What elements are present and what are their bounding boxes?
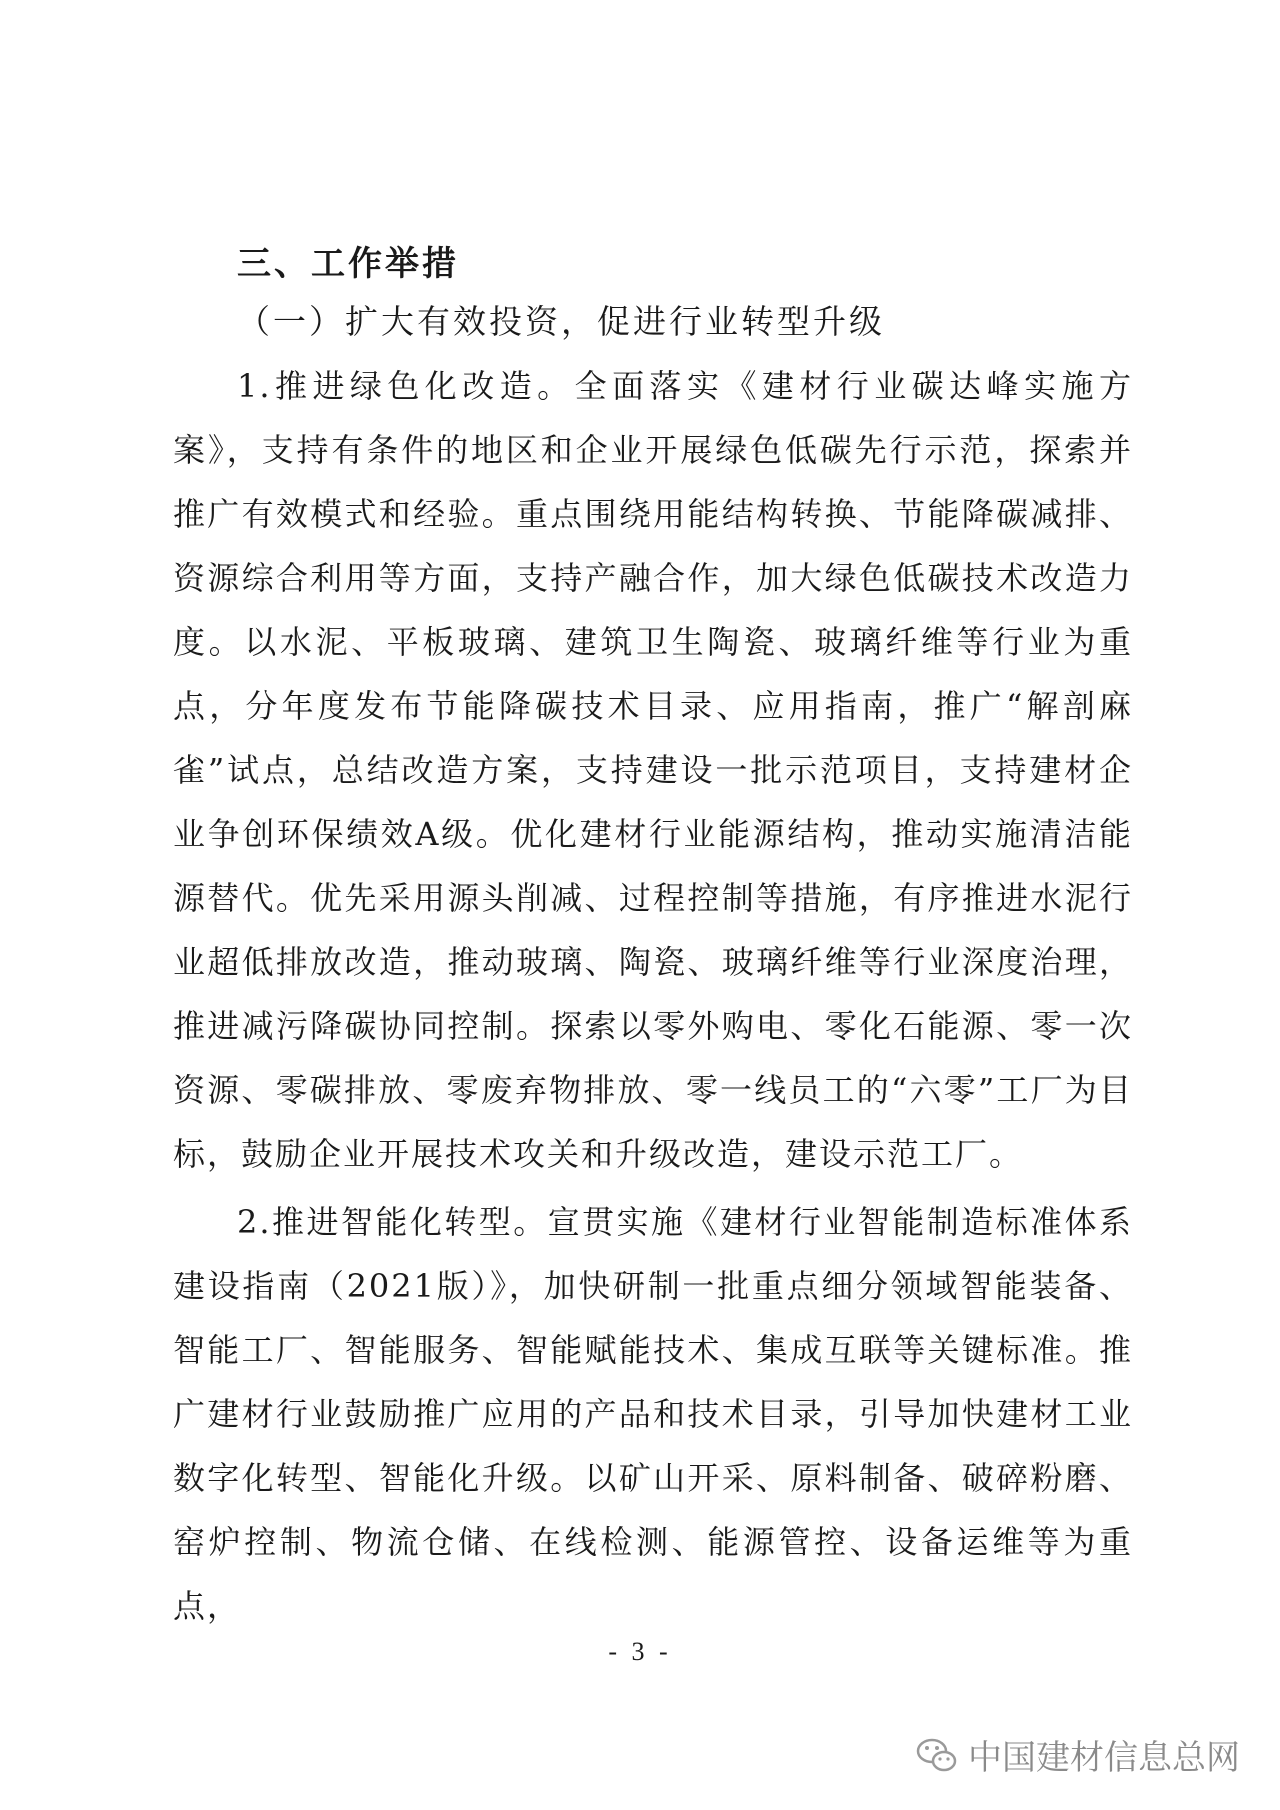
page-number: - 3 - bbox=[608, 1637, 672, 1666]
subsection-heading: （一）扩大有效投资，促进行业转型升级 bbox=[237, 302, 885, 341]
wechat-icon bbox=[916, 1737, 958, 1773]
section-heading: 三、工作举措 bbox=[237, 244, 459, 284]
watermark-text: 中国建材信息总网 bbox=[968, 1738, 1240, 1778]
paragraph-green-transformation: 1.推进绿色化改造。全面落实《建材行业碳达峰实施方案》，支持有条件的地区和企业开展绿色低碳先行示范，探索并推广有效模式和经验。重点围绕用能结构转换、节能降碳减排、资源综合利用等方面，支持产融合作，加大绿色低碳技术改造力度。以水泥、平板玻璃、建筑卫生陶瓷、玻璃纤维等行业为重点，分年度发布节能降碳技术目录、应用指南，推广“解剖麻雀”试点，总结改造方案，支持建设一批示范项目，支持建材企业争创环保绩效A级。优化建材行业能源结构，推动实施清洁能源替代。优先采用源头削减、过程控制等措施，有序推进水泥行业超低排放改造，推动玻璃、陶瓷、玻璃纤维等行业深度治理，推进减污降碳协同控制。探索以零外购电、零化石能源、零一次资源、零碳排放、零废弃物排放、零一线员工的“六零”工厂为目标，鼓励企业开展技术攻关和升级改造，建设示范工厂。 bbox=[173, 367, 1133, 1173]
document-body bbox=[173, 240, 1133, 1642]
paragraph-intelligent-transformation: 2.推进智能化转型。宣贯实施《建材行业智能制造标准体系建设指南（2021版）》，加快研制一批重点细分领域智能装备、智能工厂、智能服务、智能赋能技术、集成互联等关键标准。推广建材行业鼓励推广应用的产品和技术目录，引导加快建材工业数字化转型、智能化升级。以矿山开采、原料制备、破碎粉磨、窑炉控制、物流仓储、在线检测、能源管控、设备运维等为重点， bbox=[173, 1203, 1133, 1625]
watermark bbox=[916, 1730, 1240, 1779]
